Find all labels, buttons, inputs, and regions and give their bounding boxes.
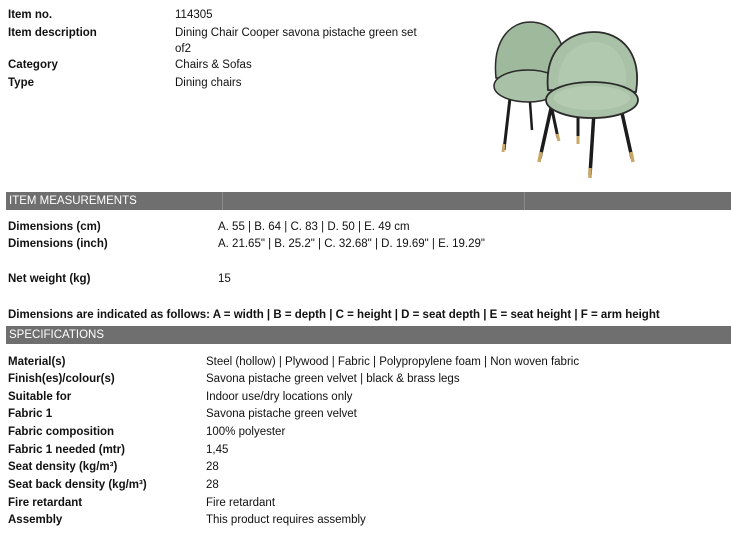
chair-illustration-icon <box>482 18 652 183</box>
net-weight-label: Net weight (kg) <box>8 273 91 285</box>
product-photo <box>482 18 652 183</box>
band-divider <box>524 192 525 210</box>
type-label: Type <box>8 77 34 89</box>
spec-value-suitable-for: Indoor use/dry locations only <box>206 391 353 403</box>
spec-value-fire-retardant: Fire retardant <box>206 497 276 509</box>
spec-label-finishes: Finish(es)/colour(s) <box>8 373 115 385</box>
spec-label-suitable-for: Suitable for <box>8 391 72 403</box>
dimensions-inch-label: Dimensions (inch) <box>8 238 108 250</box>
section-header-item-measurements <box>6 192 731 210</box>
spec-label-seat-back-density: Seat back density (kg/m³) <box>8 479 147 491</box>
spec-value-seat-density: 28 <box>206 461 219 473</box>
dimensions-cm-value: A. 55 | B. 64 | C. 83 | D. 50 | E. 49 cm <box>218 221 410 233</box>
type-value: Dining chairs <box>175 77 242 89</box>
band-divider <box>222 192 223 210</box>
spec-label-fabric-composition: Fabric composition <box>8 426 115 438</box>
spec-value-finishes: Savona pistache green velvet | black & brass legs <box>206 373 460 385</box>
item-description-value-line1: Dining Chair Cooper savona pistache green set <box>175 27 417 39</box>
spec-value-fabric-1: Savona pistache green velvet <box>206 408 357 420</box>
spec-value-materials: Steel (hollow) | Plywood | Fabric | Polypropylene foam | Non woven fabric <box>206 356 580 368</box>
spec-label-fabric-needed: Fabric 1 needed (mtr) <box>8 444 125 456</box>
specifications-title: SPECIFICATIONS <box>9 329 104 341</box>
spec-label-fire-retardant: Fire retardant <box>8 497 83 509</box>
spec-label-assembly: Assembly <box>8 514 63 526</box>
net-weight-value: 15 <box>218 273 231 285</box>
section-header-specifications <box>6 326 731 344</box>
dimensions-inch-value: A. 21.65" | B. 25.2" | C. 32.68" | D. 19.69" | E. 19.29" <box>218 238 485 250</box>
item-no-label: Item no. <box>8 9 53 21</box>
spec-value-seat-back-density: 28 <box>206 479 219 491</box>
item-description-label: Item description <box>8 27 97 39</box>
dimensions-cm-label: Dimensions (cm) <box>8 221 101 233</box>
spec-value-fabric-needed: 1,45 <box>206 444 229 456</box>
category-value: Chairs & Sofas <box>175 59 252 71</box>
item-description-value-line2: of2 <box>175 43 191 55</box>
dimensions-legend: Dimensions are indicated as follows: A = width | B = depth | C = height | D = seat depth | E = seat height | F = arm height <box>8 309 660 321</box>
category-label: Category <box>8 59 58 71</box>
item-no-value: 114305 <box>175 9 213 21</box>
spec-label-fabric-1: Fabric 1 <box>8 408 53 420</box>
spec-label-materials: Material(s) <box>8 356 66 368</box>
item-measurements-title: ITEM MEASUREMENTS <box>9 195 137 207</box>
spec-label-seat-density: Seat density (kg/m³) <box>8 461 118 473</box>
spec-value-fabric-composition: 100% polyester <box>206 426 286 438</box>
spec-value-assembly: This product requires assembly <box>206 514 366 526</box>
